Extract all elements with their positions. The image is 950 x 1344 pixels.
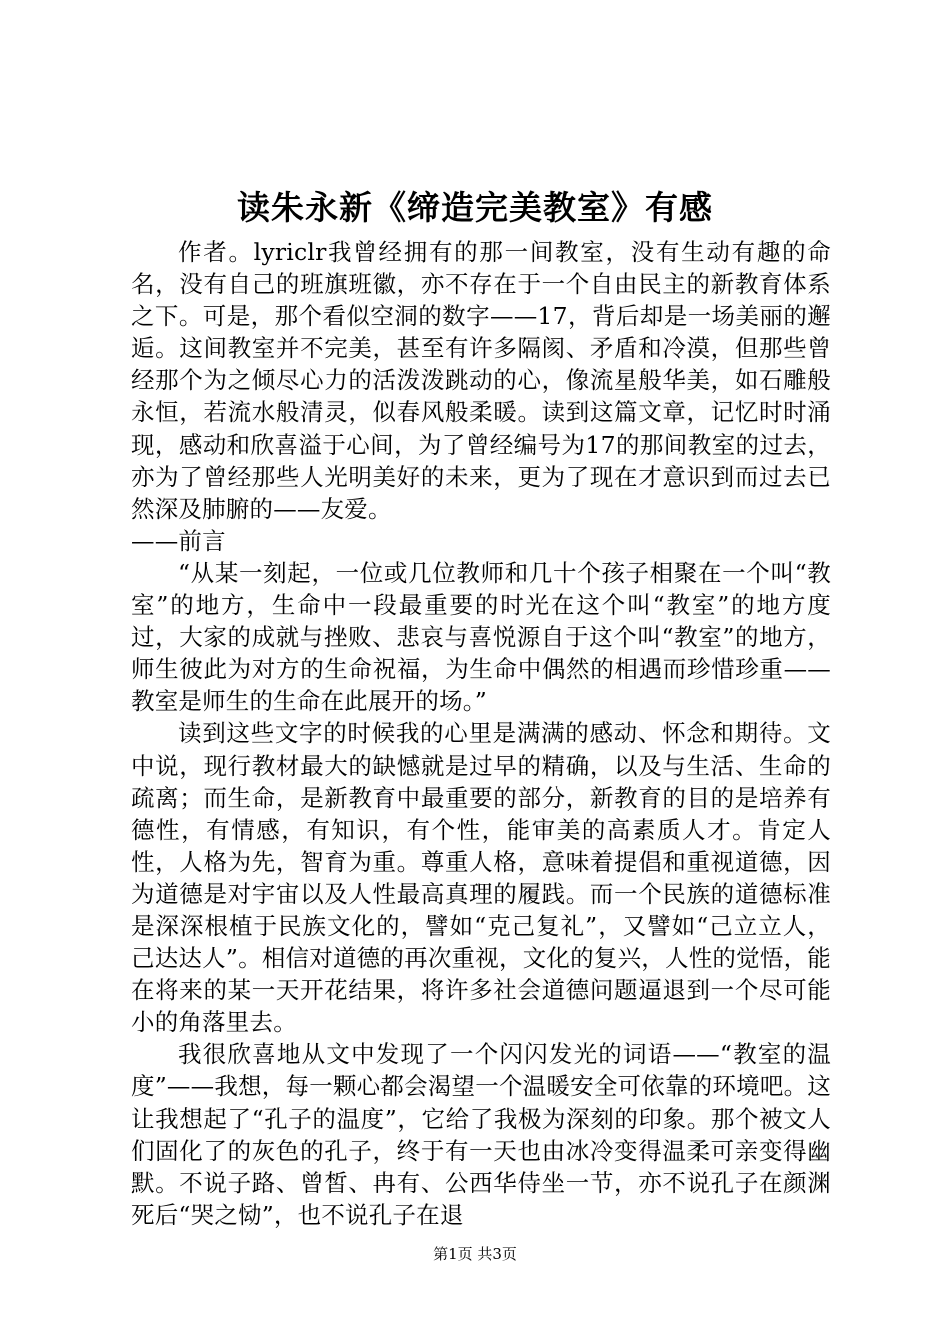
paragraph-quote: “从某一刻起，一位或几位教师和几十个孩子相聚在一个叫“教室”的地方，生命中一段最重要的时光在这个叫“教室”的地方度过，大家的成就与挫败、悲哀与喜悦源自于这个叫“教室”的地方，师生彼此为对方的生命祝福，为生命中偶然的相遇而珍惜珍重——教室是师生的生命在此展开的场。” [131,558,831,716]
paragraph-intro: 作者。lyriclr我曾经拥有的那一间教室，没有生动有趣的命名，没有自己的班旗班徽，亦不存在于一个自由民主的新教育体系之下。可是，那个看似空洞的数字——17，背后却是一场美丽的邂逅。这间教室并不完美，甚至有许多隔阂、矛盾和冷漠，但那些曾经那个为之倾尽心力的活泼泼跳动的心，像流星般华美，如石雕般永恒，若流水般清灵，似春风般柔暖。读到这篇文章，记忆时时涌现，感动和欣喜溢于心间，为了曾经编号为17的那间教室的过去，亦为了曾经那些人光明美好的未来，更为了现在才意识到而过去已然深及肺腑的——友爱。 [131,238,831,523]
paragraph-preface-label: ——前言 [131,526,226,555]
page-number-footer: 第1页 共3页 [433,1245,517,1263]
paragraph-reflection: 读到这些文字的时候我的心里是满满的感动、怀念和期待。文中说，现行教材最大的缺憾就是过早的精确，以及与生活、生命的疏离；而生命，是新教育中最重要的部分，新教育的目的是培养有德性，有情感，有知识，有个性，能审美的高素质人才。肯定人性，人格为先，智育为重。尊重人格，意味着提倡和重视道德，因为道德是对宇宙以及人性最高真理的履践。而一个民族的道德标准是深深根植于民族文化的，譬如“克己复礼”，又譬如“己立立人，己达达人”。相信对道德的再次重视，文化的复兴，人性的觉悟，能在将来的某一天开花结果，将许多社会道德问题逼退到一个尽可能小的角落里去。 [131,719,831,1037]
document-title: 读朱永新《缔造完美教室》有感 [237,188,713,227]
document-body [131,236,831,1231]
paragraph-classroom-warmth: 我很欣喜地从文中发现了一个闪闪发光的词语——“教室的温度”——我想，每一颗心都会渴望一个温暖安全可依靠的环境吧。这让我想起了“孔子的温度”，它给了我极为深刻的印象。那个被文人们固化了的灰色的孔子，终于有一天也由冰冷变得温柔可亲变得幽默。不说子路、曾皙、冉有、公西华侍坐一节，亦不说孔子在颜渊死后“哭之恸”，也不说孔子在退 [131,1040,831,1229]
